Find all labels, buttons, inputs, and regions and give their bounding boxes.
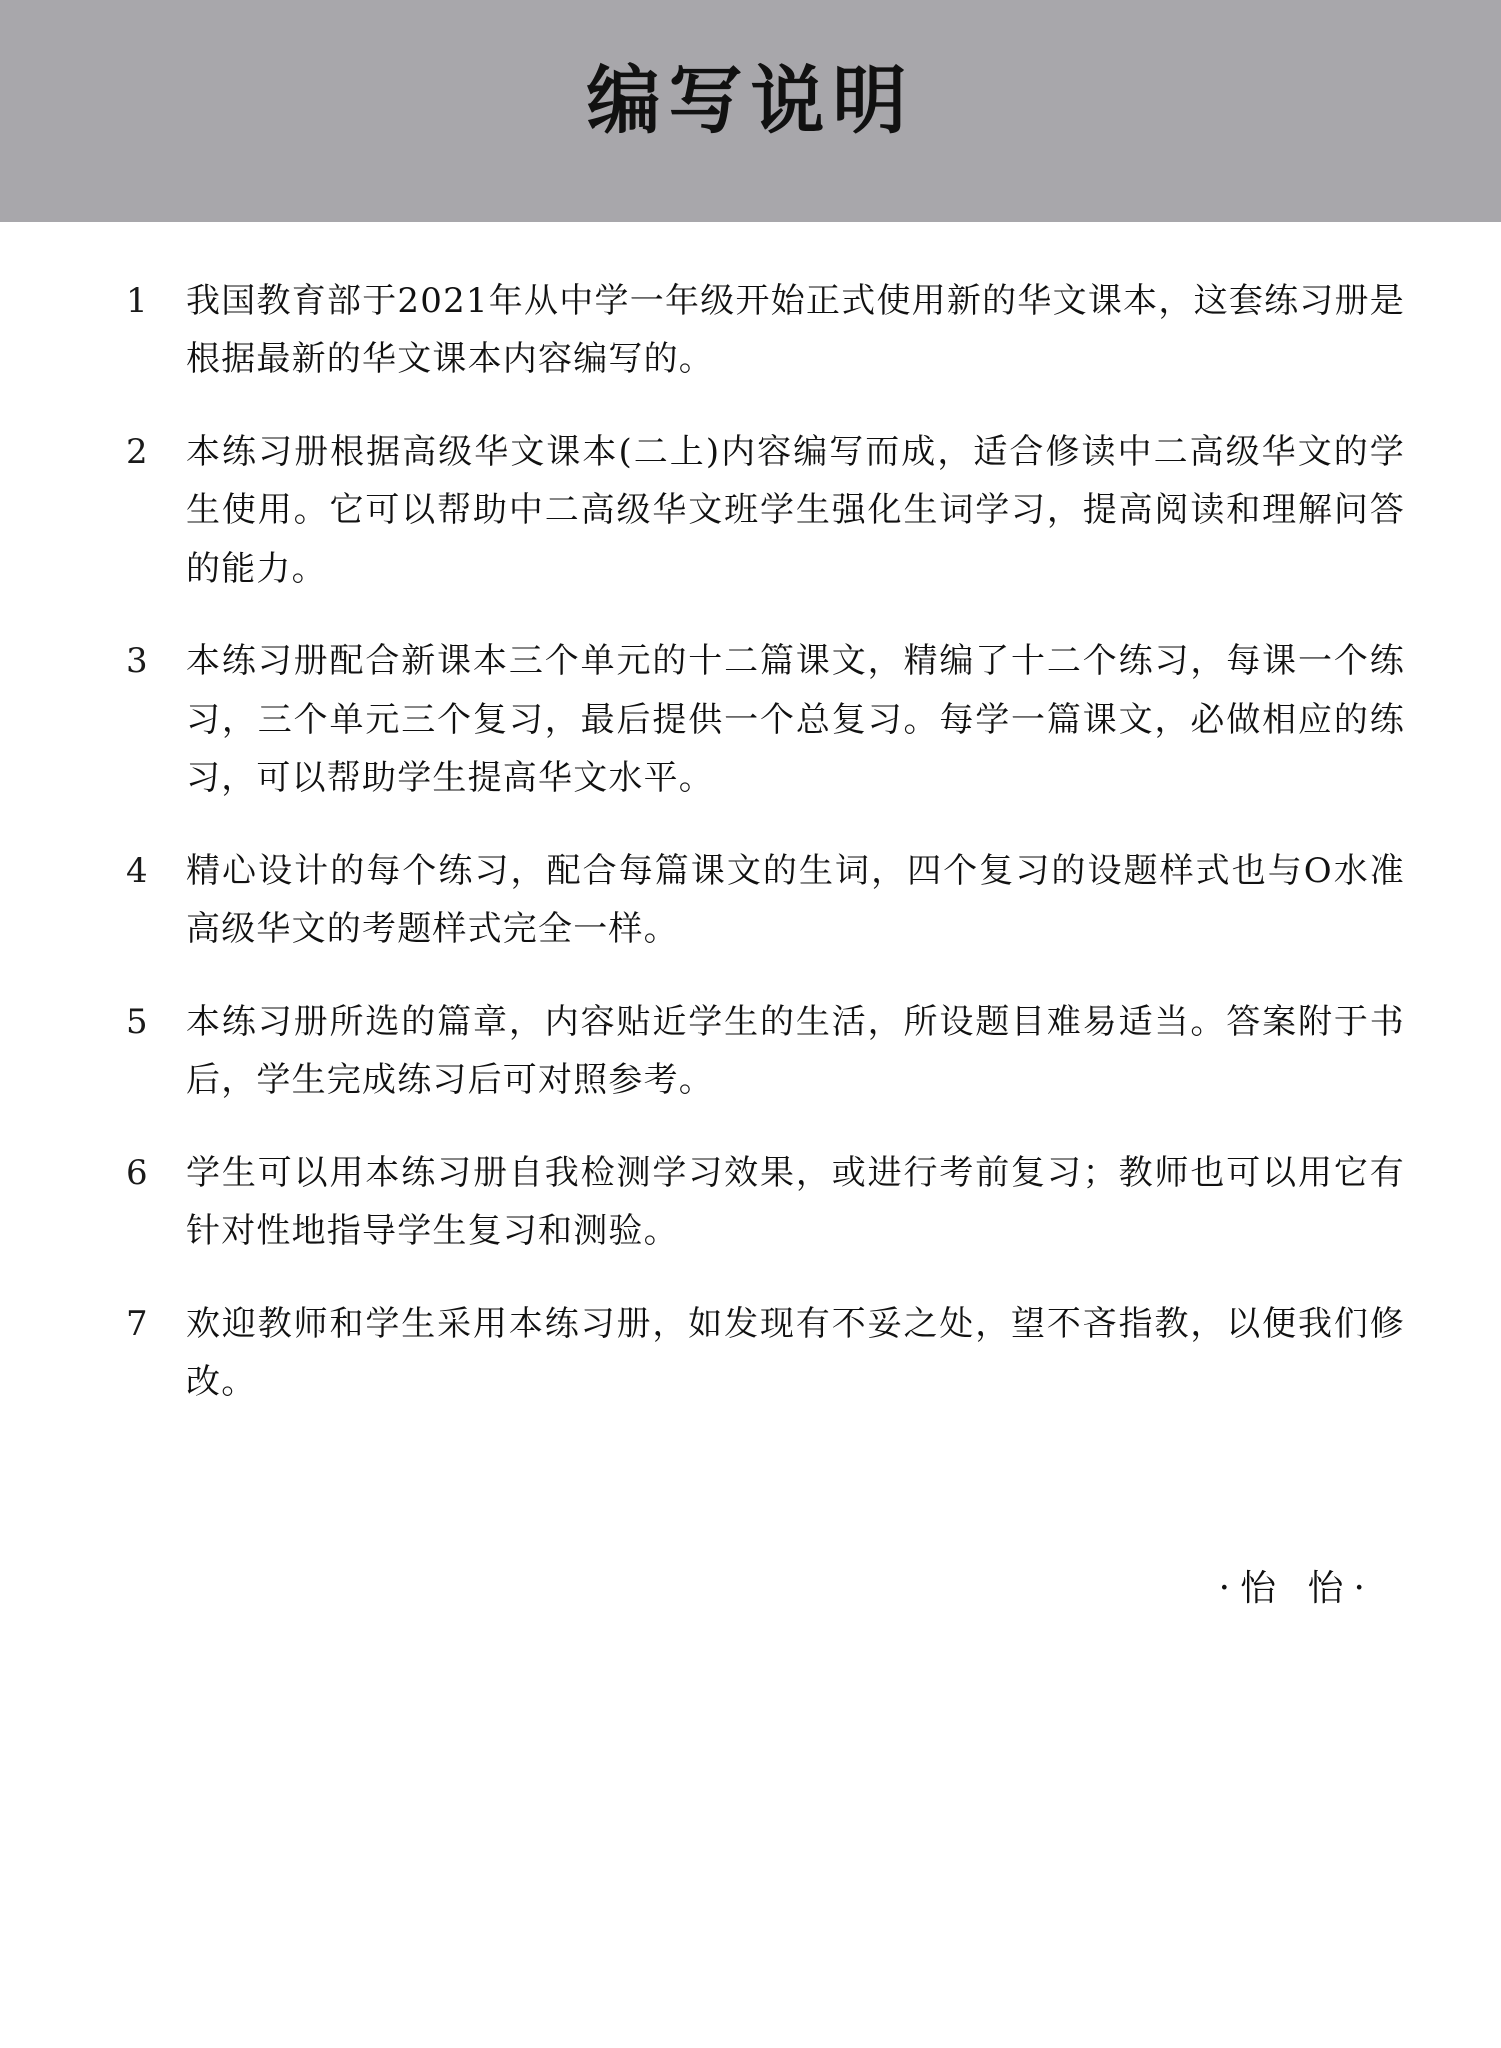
paragraph-number: 6 [126, 1152, 148, 1193]
paragraph-number: 7 [126, 1303, 148, 1344]
numbered-paragraph [120, 423, 1405, 598]
numbered-paragraph [120, 632, 1405, 807]
paragraph-number: 3 [126, 641, 148, 682]
paragraph-text: 本练习册所选的篇章，内容贴近学生的生活，所设题目难易适当。答案附于书后，学生完成练习后可对照参考。 [186, 1001, 1405, 1101]
paragraph-text: 欢迎教师和学生采用本练习册，如发现有不妥之处，望不吝指教，以便我们修改。 [186, 1303, 1405, 1403]
author-signature: ·怡 怡· [1218, 1568, 1375, 1609]
page-header-band [0, 0, 1501, 222]
paragraph-text: 学生可以用本练习册自我检测学习效果，或进行考前复习；教师也可以用它有针对性地指导学生复习和测验。 [186, 1152, 1405, 1252]
paragraph-text: 精心设计的每个练习，配合每篇课文的生词，四个复习的设题样式也与O水准高级华文的考题样式完全一样。 [186, 850, 1405, 950]
paragraph-number: 2 [126, 431, 148, 472]
numbered-paragraph [120, 993, 1405, 1110]
paragraph-text: 我国教育部于2021年从中学一年级开始正式使用新的华文课本，这套练习册是根据最新的华文课本内容编写的。 [186, 281, 1405, 380]
numbered-paragraph [120, 272, 1405, 389]
numbered-paragraph [120, 1295, 1405, 1412]
paragraph-number: 4 [126, 850, 148, 891]
page-title: 编写说明 [586, 58, 915, 144]
numbered-paragraph [120, 842, 1405, 959]
document-body [0, 272, 1501, 1446]
paragraph-text: 本练习册根据高级华文课本(二上)内容编写而成，适合修读中二高级华文的学生使用。它可以帮助中二高级华文班学生强化生词学习，提高阅读和理解问答的能力。 [186, 431, 1405, 589]
paragraph-number: 1 [126, 281, 148, 321]
paragraph-number: 5 [126, 1001, 148, 1042]
paragraph-text: 本练习册配合新课本三个单元的十二篇课文，精编了十二个练习，每课一个练习，三个单元三个复习，最后提供一个总复习。每学一篇课文，必做相应的练习，可以帮助学生提高华文水平。 [186, 641, 1405, 799]
numbered-paragraph [120, 1144, 1405, 1261]
